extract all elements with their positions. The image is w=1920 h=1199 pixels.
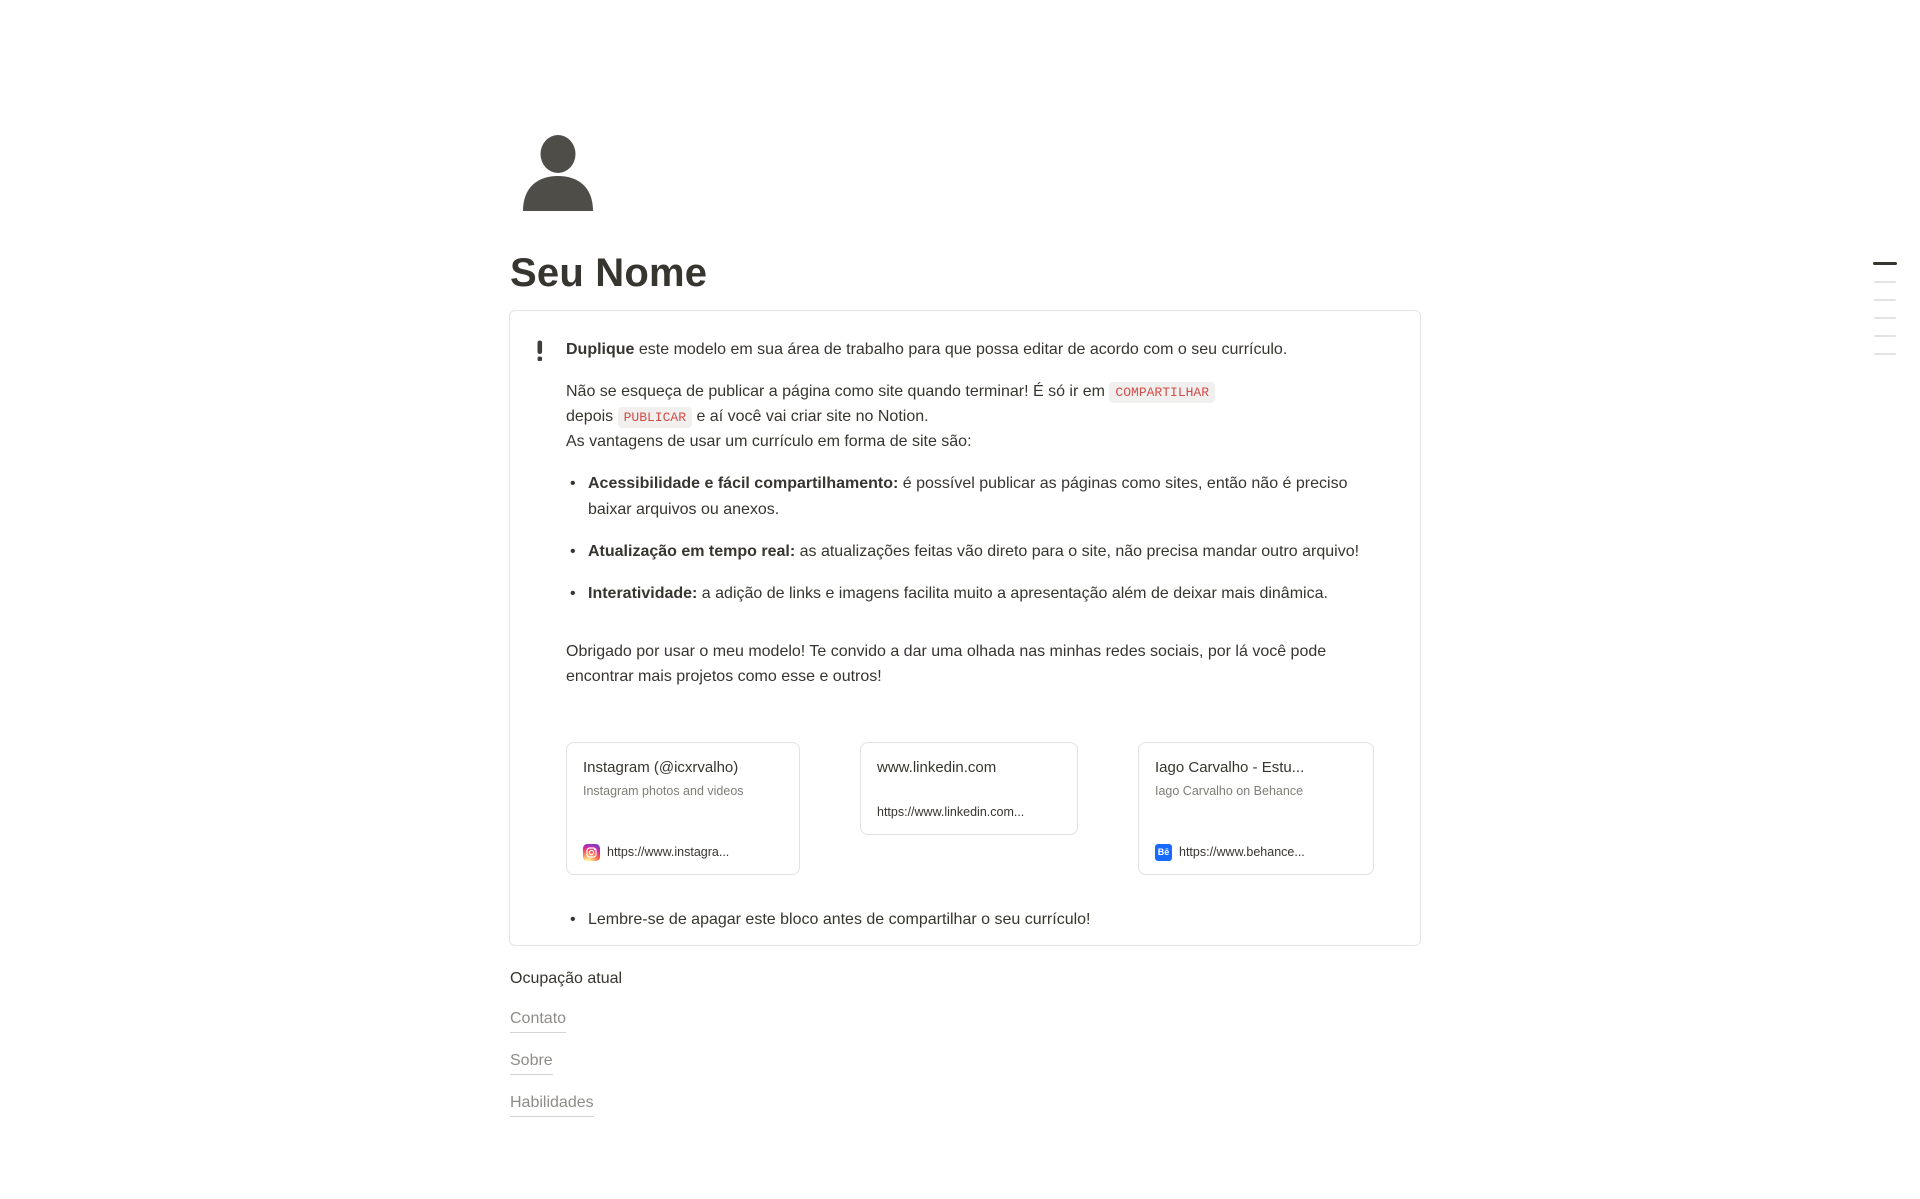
behance-icon: Bē <box>1155 844 1172 861</box>
publish-text-1: Não se esqueça de publicar a página como site quando terminar! É só ir em <box>566 383 1110 400</box>
bookmark-description: Instagram photos and videos <box>583 784 744 798</box>
callout-body <box>566 337 1392 933</box>
callout-block <box>509 310 1421 946</box>
advantage-bold: Atualização em tempo real: <box>588 543 796 560</box>
page-link-sobre[interactable]: Sobre <box>510 1049 553 1075</box>
list-item <box>566 539 1392 565</box>
toc-line-active[interactable] <box>1873 262 1897 265</box>
intro-rest: este modelo em sua área de trabalho para que possa editar de acordo com o seu currículo. <box>634 341 1288 358</box>
advantage-text: a adição de links e imagens facilita muito a apresentação além de deixar mais dinâmica. <box>697 585 1328 602</box>
bookmark-card-instagram[interactable] <box>566 742 800 875</box>
occupation-label: Ocupação atual <box>510 970 623 987</box>
advantages-list <box>566 471 1392 607</box>
bookmark-card-behance[interactable] <box>1138 742 1374 875</box>
toc-line[interactable] <box>1874 353 1896 355</box>
bookmark-url-row <box>1155 843 1357 861</box>
page-link-habilidades[interactable]: Habilidades <box>510 1091 594 1117</box>
advantages-intro: As vantagens de usar um currículo em forma de site são: <box>566 433 972 450</box>
page-link-row <box>510 1049 1421 1075</box>
page-title: Seu Nome <box>510 251 708 295</box>
page-link-row <box>510 1007 1421 1033</box>
toc-line[interactable] <box>1874 317 1896 319</box>
exclamation-icon <box>528 337 552 367</box>
bookmark-url: https://www.linkedin.com... <box>877 805 1025 819</box>
publish-text-2: depois <box>566 408 618 425</box>
bookmark-cards-row <box>566 742 1392 875</box>
toc-line[interactable] <box>1874 335 1896 337</box>
advantage-text: as atualizações feitas vão direto para o site, não precisa mandar outro arquivo! <box>795 543 1360 560</box>
toc-line[interactable] <box>1874 281 1896 283</box>
bookmark-url: https://www.instagra... <box>607 845 730 859</box>
page-link-row <box>510 1091 1421 1117</box>
list-item <box>566 471 1392 523</box>
bookmark-title: www.linkedin.com <box>877 759 997 776</box>
advantage-bold: Acessibilidade e fácil compartilhamento: <box>588 475 899 492</box>
reminder-list <box>566 907 1392 933</box>
notion-page <box>509 0 1421 1117</box>
bookmark-card-linkedin[interactable] <box>860 742 1078 835</box>
bookmark-url: https://www.behance... <box>1179 845 1305 859</box>
advantage-text: é possível publicar as páginas como sites, então não é preciso baixar arquivos ou anexos. <box>588 475 1348 518</box>
intro-bold: Duplique <box>566 341 635 358</box>
toc-line[interactable] <box>1874 299 1896 301</box>
person-icon <box>520 135 598 213</box>
code-chip-compartilhar: COMPARTILHAR <box>1109 382 1215 403</box>
bookmark-description: Iago Carvalho on Behance <box>1155 784 1304 798</box>
advantage-bold: Interatividade: <box>588 585 698 602</box>
bookmark-title: Iago Carvalho - Estu... <box>1155 759 1305 776</box>
page-avatar[interactable] <box>520 135 598 213</box>
bookmark-url-row <box>877 803 1061 821</box>
bookmark-title: Instagram (@icxrvalho) <box>583 759 739 776</box>
bookmark-url-row <box>583 843 783 861</box>
intro-paragraph <box>566 337 1392 362</box>
list-item: • Lembre-se de apagar este bloco antes de compartilhar o seu currículo! <box>566 907 1392 933</box>
table-of-contents-indicator[interactable] <box>1873 262 1897 355</box>
thanks-paragraph: Obrigado por usar o meu modelo! Te convido a dar uma olhada nas minhas redes sociais, por lá você pode encontrar mais projetos como esse e outros! <box>566 643 1327 685</box>
instagram-icon <box>583 844 600 861</box>
publish-text-3: e aí você vai criar site no Notion. <box>692 408 929 425</box>
list-item <box>566 581 1392 607</box>
publish-paragraph <box>566 379 1392 454</box>
code-chip-publicar: PUBLICAR <box>618 407 692 428</box>
page-link-contato[interactable]: Contato <box>510 1007 566 1033</box>
